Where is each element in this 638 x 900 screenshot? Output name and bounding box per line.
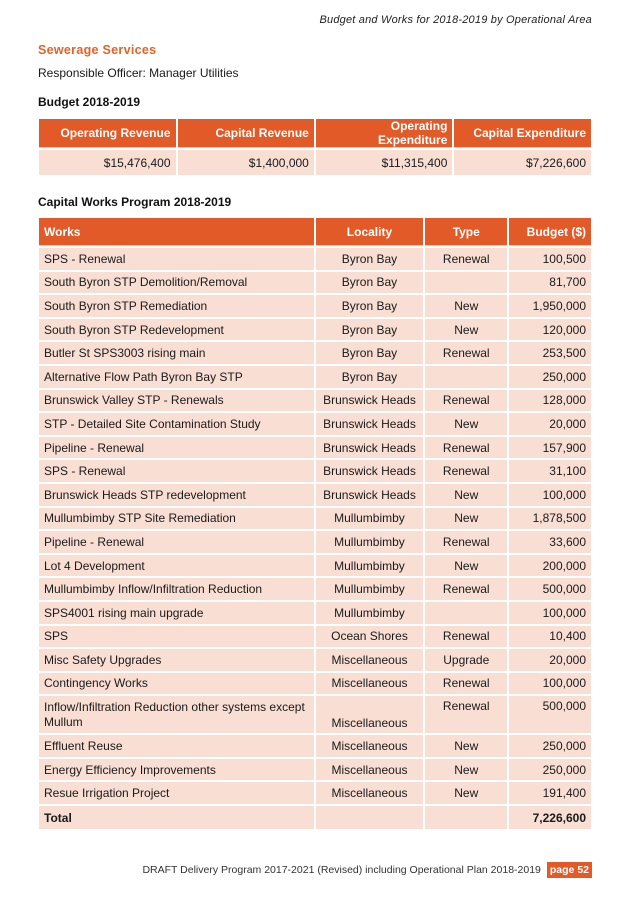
table-row bbox=[39, 649, 591, 671]
locality-cell: Byron Bay bbox=[316, 295, 424, 317]
type-cell: Renewal bbox=[425, 673, 507, 695]
type-cell: Renewal bbox=[425, 248, 507, 270]
budget-cell: 157,900 bbox=[509, 437, 591, 459]
total-row bbox=[39, 806, 591, 829]
col-capital-revenue: Capital Revenue bbox=[178, 119, 314, 148]
capital-works-heading: Capital Works Program 2018-2019 bbox=[38, 195, 232, 209]
budget-cell: 191,400 bbox=[509, 782, 591, 804]
locality-cell: Mullumbimby bbox=[316, 531, 424, 553]
capital-expenditure-value: $7,226,600 bbox=[454, 150, 591, 175]
budget-cell: 120,000 bbox=[509, 319, 591, 341]
type-cell bbox=[425, 602, 507, 624]
works-cell: Mullumbimby Inflow/Infiltration Reduction bbox=[39, 578, 314, 600]
works-cell: South Byron STP Demolition/Removal bbox=[39, 272, 314, 294]
type-cell bbox=[425, 366, 507, 388]
table-row bbox=[39, 484, 591, 506]
type-cell: New bbox=[425, 484, 507, 506]
locality-cell: Brunswick Heads bbox=[316, 437, 424, 459]
page-number-badge: page 52 bbox=[547, 862, 592, 878]
works-cell: Mullumbimby STP Site Remediation bbox=[39, 508, 314, 530]
locality-cell: Brunswick Heads bbox=[316, 460, 424, 482]
works-cell: Alternative Flow Path Byron Bay STP bbox=[39, 366, 314, 388]
budget-cell: 500,000 bbox=[509, 696, 591, 733]
col-capital-expenditure: Capital Expenditure bbox=[454, 119, 591, 148]
works-cell: SPS bbox=[39, 626, 314, 648]
table-row bbox=[39, 272, 591, 294]
budget-cell: 81,700 bbox=[509, 272, 591, 294]
table-row bbox=[39, 759, 591, 781]
section-title: Sewerage Services bbox=[38, 43, 157, 57]
table-row bbox=[39, 782, 591, 804]
col-operating-revenue: Operating Revenue bbox=[39, 119, 176, 148]
locality-cell: Mullumbimby bbox=[316, 578, 424, 600]
budget-cell: 500,000 bbox=[509, 578, 591, 600]
budget-cell: 200,000 bbox=[509, 555, 591, 577]
type-cell: Renewal bbox=[425, 578, 507, 600]
works-cell: STP - Detailed Site Contamination Study bbox=[39, 413, 314, 435]
budget-cell: 1,878,500 bbox=[509, 508, 591, 530]
works-cell: South Byron STP Remediation bbox=[39, 295, 314, 317]
locality-cell: Mullumbimby bbox=[316, 602, 424, 624]
footer-text: DRAFT Delivery Program 2017-2021 (Revised) including Operational Plan 2018-2019 bbox=[142, 864, 541, 876]
running-header: Budget and Works for 2018-2019 by Operational Area bbox=[319, 14, 592, 26]
type-cell: Renewal bbox=[425, 437, 507, 459]
locality-cell: Brunswick Heads bbox=[316, 413, 424, 435]
works-cell: SPS - Renewal bbox=[39, 248, 314, 270]
total-value: 7,226,600 bbox=[509, 806, 591, 829]
table-row bbox=[39, 437, 591, 459]
type-cell: New bbox=[425, 508, 507, 530]
works-cell: Butler St SPS3003 rising main bbox=[39, 342, 314, 364]
operating-revenue-value: $15,476,400 bbox=[39, 150, 176, 175]
table-row bbox=[39, 531, 591, 553]
budget-values-row bbox=[39, 150, 591, 175]
works-cell: Contingency Works bbox=[39, 673, 314, 695]
type-cell: Upgrade bbox=[425, 649, 507, 671]
table-row bbox=[39, 673, 591, 695]
locality-cell: Byron Bay bbox=[316, 319, 424, 341]
locality-cell: Byron Bay bbox=[316, 248, 424, 270]
col-operating-expenditure: Operating Expenditure bbox=[316, 119, 453, 148]
type-cell: New bbox=[425, 759, 507, 781]
type-cell: New bbox=[425, 782, 507, 804]
type-cell: Renewal bbox=[425, 390, 507, 412]
type-cell: Renewal bbox=[425, 342, 507, 364]
capital-works-table bbox=[37, 216, 593, 831]
table-row bbox=[39, 390, 591, 412]
total-label: Total bbox=[39, 806, 314, 829]
locality-cell: Byron Bay bbox=[316, 366, 424, 388]
works-cell: Brunswick Heads STP redevelopment bbox=[39, 484, 314, 506]
table-row bbox=[39, 735, 591, 757]
table-row bbox=[39, 295, 591, 317]
table-row bbox=[39, 366, 591, 388]
budget-cell: 31,100 bbox=[509, 460, 591, 482]
works-cell: Brunswick Valley STP - Renewals bbox=[39, 390, 314, 412]
col-locality: Locality bbox=[316, 218, 424, 246]
locality-cell: Miscellaneous bbox=[316, 649, 424, 671]
locality-cell: Miscellaneous bbox=[316, 782, 424, 804]
budget-cell: 253,500 bbox=[509, 342, 591, 364]
works-cell: Inflow/Infiltration Reduction other systems except Mullum bbox=[39, 696, 314, 733]
type-cell: Renewal bbox=[425, 696, 507, 733]
works-cell: Effluent Reuse bbox=[39, 735, 314, 757]
budget-cell: 250,000 bbox=[509, 366, 591, 388]
budget-header-row bbox=[39, 119, 591, 148]
works-cell: SPS4001 rising main upgrade bbox=[39, 602, 314, 624]
budget-cell: 1,950,000 bbox=[509, 295, 591, 317]
works-cell: Pipeline - Renewal bbox=[39, 531, 314, 553]
table-row bbox=[39, 460, 591, 482]
locality-cell: Byron Bay bbox=[316, 342, 424, 364]
col-works: Works bbox=[39, 218, 314, 246]
budget-heading: Budget 2018-2019 bbox=[38, 95, 141, 109]
type-cell bbox=[425, 272, 507, 294]
locality-cell: Mullumbimby bbox=[316, 555, 424, 577]
capital-revenue-value: $1,400,000 bbox=[178, 150, 314, 175]
locality-cell: Miscellaneous bbox=[316, 696, 424, 733]
table-row bbox=[39, 248, 591, 270]
budget-cell: 250,000 bbox=[509, 735, 591, 757]
table-row bbox=[39, 555, 591, 577]
locality-cell: Miscellaneous bbox=[316, 673, 424, 695]
works-cell: Lot 4 Development bbox=[39, 555, 314, 577]
total-type-cell bbox=[425, 806, 507, 829]
type-cell: New bbox=[425, 735, 507, 757]
type-cell: Renewal bbox=[425, 626, 507, 648]
operating-expenditure-value: $11,315,400 bbox=[316, 150, 453, 175]
budget-cell: 20,000 bbox=[509, 413, 591, 435]
table-row bbox=[39, 508, 591, 530]
budget-cell: 100,000 bbox=[509, 484, 591, 506]
locality-cell: Mullumbimby bbox=[316, 508, 424, 530]
works-cell: Resue Irrigation Project bbox=[39, 782, 314, 804]
table-row bbox=[39, 626, 591, 648]
type-cell: New bbox=[425, 295, 507, 317]
budget-cell: 250,000 bbox=[509, 759, 591, 781]
type-cell: New bbox=[425, 413, 507, 435]
table-row bbox=[39, 319, 591, 341]
col-type: Type bbox=[425, 218, 507, 246]
responsible-officer: Responsible Officer: Manager Utilities bbox=[38, 66, 239, 80]
works-cell: SPS - Renewal bbox=[39, 460, 314, 482]
works-cell: Energy Efficiency Improvements bbox=[39, 759, 314, 781]
budget-cell: 128,000 bbox=[509, 390, 591, 412]
budget-table bbox=[37, 117, 593, 177]
locality-cell: Miscellaneous bbox=[316, 759, 424, 781]
locality-cell: Byron Bay bbox=[316, 272, 424, 294]
works-cell: Misc Safety Upgrades bbox=[39, 649, 314, 671]
type-cell: Renewal bbox=[425, 460, 507, 482]
budget-cell: 20,000 bbox=[509, 649, 591, 671]
table-row bbox=[39, 602, 591, 624]
budget-cell: 100,000 bbox=[509, 602, 591, 624]
table-row bbox=[39, 696, 591, 733]
locality-cell: Ocean Shores bbox=[316, 626, 424, 648]
works-cell: South Byron STP Redevelopment bbox=[39, 319, 314, 341]
budget-cell: 100,500 bbox=[509, 248, 591, 270]
budget-cell: 100,000 bbox=[509, 673, 591, 695]
type-cell: Renewal bbox=[425, 531, 507, 553]
table-row bbox=[39, 342, 591, 364]
page-footer bbox=[142, 862, 592, 878]
type-cell: New bbox=[425, 555, 507, 577]
budget-cell: 10,400 bbox=[509, 626, 591, 648]
total-locality-cell bbox=[316, 806, 424, 829]
works-cell: Pipeline - Renewal bbox=[39, 437, 314, 459]
table-row bbox=[39, 578, 591, 600]
locality-cell: Miscellaneous bbox=[316, 735, 424, 757]
locality-cell: Brunswick Heads bbox=[316, 390, 424, 412]
table-row bbox=[39, 413, 591, 435]
type-cell: New bbox=[425, 319, 507, 341]
locality-cell: Brunswick Heads bbox=[316, 484, 424, 506]
col-budget: Budget ($) bbox=[509, 218, 591, 246]
works-header-row bbox=[39, 218, 591, 246]
budget-cell: 33,600 bbox=[509, 531, 591, 553]
